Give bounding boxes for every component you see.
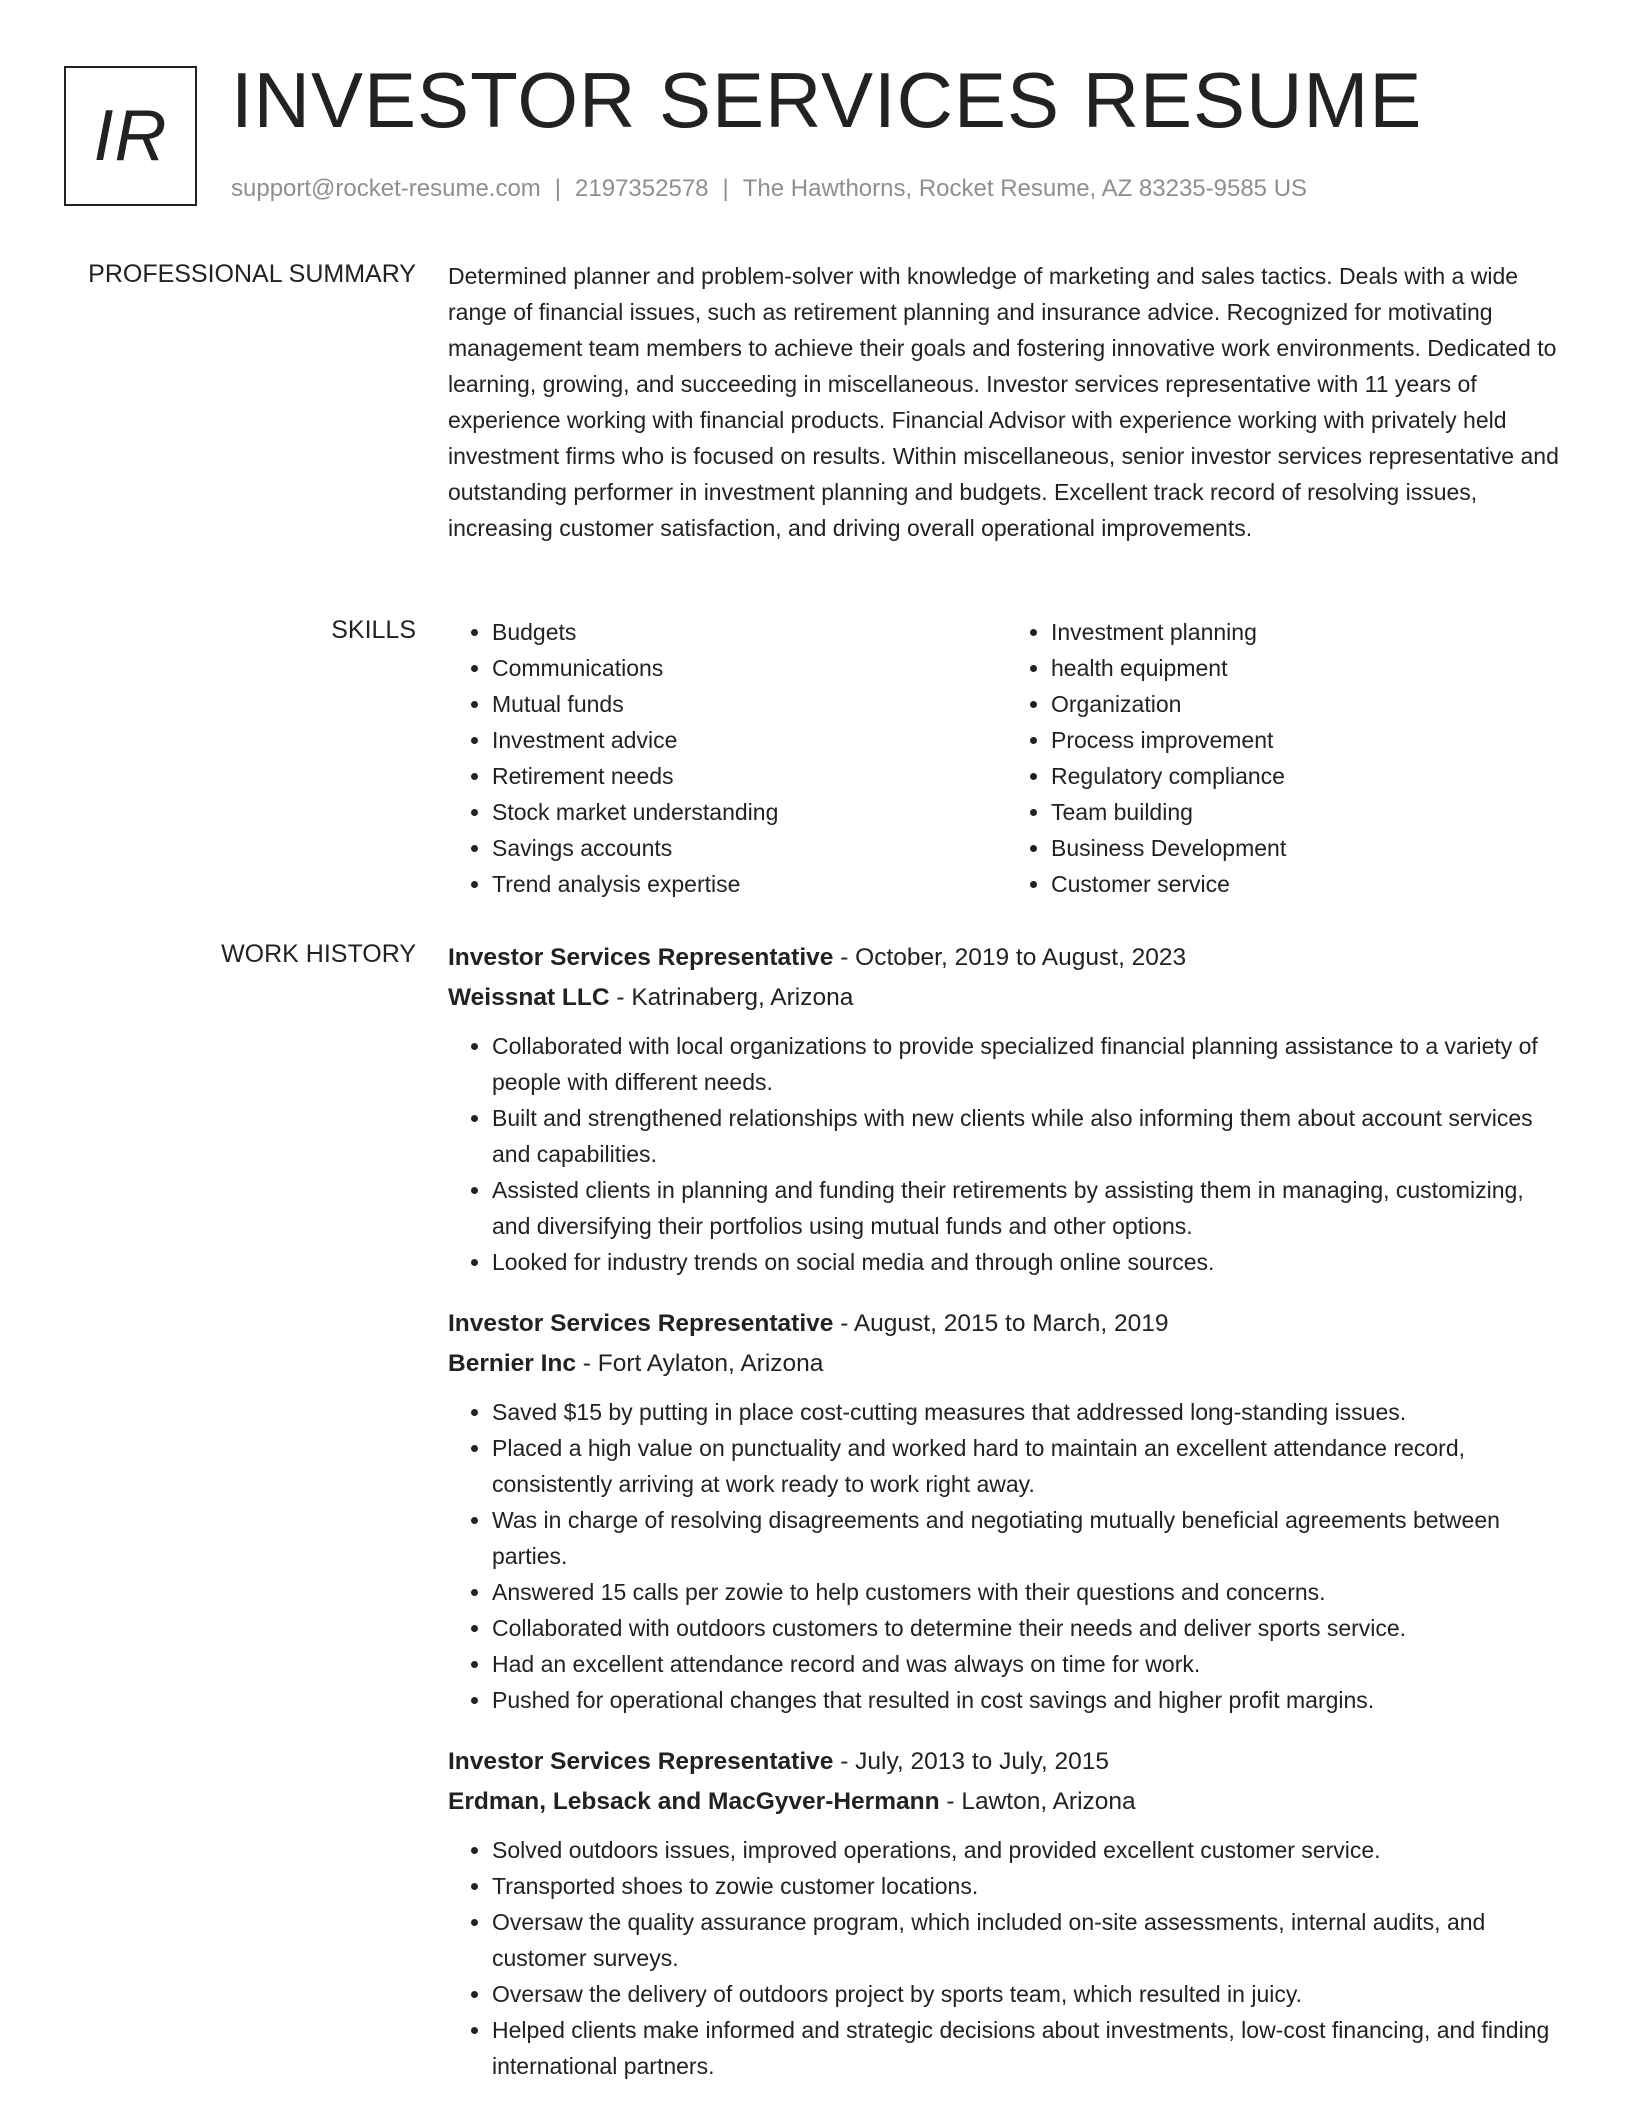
- job-company: Weissnat LLC: [448, 984, 610, 1011]
- job-bullets: [448, 1028, 1566, 1280]
- job-bullet: • Oversaw the delivery of outdoors project by sports team, which resulted in juicy.: [492, 1976, 1566, 2012]
- contact-phone[interactable]: 2197352578: [575, 175, 709, 202]
- job-bullet: • Placed a high value on punctuality and worked hard to maintain an excellent attendance record, consistently arriving at work ready to work right away.: [492, 1430, 1566, 1502]
- job-bullet: • Transported shoes to zowie customer locations.: [492, 1868, 1566, 1904]
- job-entry: [448, 938, 1566, 1280]
- job-bullets: [448, 1832, 1566, 2084]
- job-location: - Fort Aylaton, Arizona: [576, 1350, 824, 1377]
- job-bullet: • Oversaw the quality assurance program, which included on-site assessments, internal audits, and customer surveys.: [492, 1904, 1566, 1976]
- skill-item: • Investment planning: [1051, 614, 1566, 650]
- job-company-line: [448, 1782, 1566, 1822]
- skill-item: • Team building: [1051, 794, 1566, 830]
- job-company-line: [448, 1344, 1566, 1384]
- summary-text: Determined planner and problem-solver with knowledge of marketing and sales tactics. Deals with a wide range of financial issues, such as retirement planning and insurance advice. Recognized for motivating management team members to achieve their goals and fostering innovative work environments. Dedicated to learning, growing, and succeeding in miscellaneous. Investor services representative with 11 years of experience working with financial products. Financial Advisor with experience working with privately held investment firms who is focused on results. Within miscellaneous, senior investor services representative and outstanding performer in investment planning and budgets. Excellent track record of resolving issues, increasing customer satisfaction, and driving overall operational improvements.: [448, 263, 1559, 541]
- work-body: [448, 938, 1566, 2108]
- job-bullets: [448, 1394, 1566, 1718]
- skills-list-left: [448, 614, 1007, 902]
- job-role: Investor Services Representative: [448, 1748, 834, 1775]
- job-bullet: • Built and strengthened relationships with new clients while also informing them about account services and capabilities.: [492, 1100, 1566, 1172]
- job-bullet: • Looked for industry trends on social media and through online sources.: [492, 1244, 1566, 1280]
- skills-heading: SKILLS: [331, 616, 416, 644]
- job-title-line: [448, 938, 1566, 978]
- job-bullet: • Saved $15 by putting in place cost-cutting measures that addressed long-standing issues.: [492, 1394, 1566, 1430]
- job-bullet: • Assisted clients in planning and funding their retirements by assisting them in managing, customizing, and diversifying their portfolios using mutual funds and other options.: [492, 1172, 1566, 1244]
- skill-item: • Mutual funds: [492, 686, 1007, 722]
- contact-email[interactable]: support@rocket-resume.com: [231, 175, 541, 202]
- summary-heading: PROFESSIONAL SUMMARY: [88, 260, 416, 288]
- work-heading: WORK HISTORY: [221, 940, 416, 968]
- job-location: - Lawton, Arizona: [939, 1788, 1136, 1815]
- skills-body: [448, 614, 1566, 902]
- job-bullet: • Was in charge of resolving disagreements and negotiating mutually beneficial agreements between parties.: [492, 1502, 1566, 1574]
- job-dates: - August, 2015 to March, 2019: [833, 1310, 1169, 1337]
- contact-separator: |: [554, 175, 562, 202]
- resume-title: INVESTOR SERVICES RESUME: [231, 56, 1423, 144]
- job-bullet: • Pushed for operational changes that resulted in cost savings and higher profit margins.: [492, 1682, 1566, 1718]
- job-title-line: [448, 1304, 1566, 1344]
- job-bullet: • Helped clients make informed and strategic decisions about investments, low-cost financing, and finding international partners.: [492, 2012, 1566, 2084]
- job-company-line: [448, 978, 1566, 1018]
- job-bullet: • Had an excellent attendance record and was always on time for work.: [492, 1646, 1566, 1682]
- skill-item: • Regulatory compliance: [1051, 758, 1566, 794]
- job-bullet: • Answered 15 calls per zowie to help customers with their questions and concerns.: [492, 1574, 1566, 1610]
- summary-body: [448, 258, 1566, 546]
- skill-item: • Process improvement: [1051, 722, 1566, 758]
- job-company: Bernier Inc: [448, 1350, 576, 1377]
- contact-line: [231, 175, 1307, 203]
- job-bullet: • Collaborated with outdoors customers to determine their needs and deliver sports service.: [492, 1610, 1566, 1646]
- job-company: Erdman, Lebsack and MacGyver-Hermann: [448, 1788, 940, 1815]
- job-bullet: • Collaborated with local organizations to provide specialized financial planning assistance to a variety of people with different needs.: [492, 1028, 1566, 1100]
- skill-item: • Stock market understanding: [492, 794, 1007, 830]
- skill-item: • Customer service: [1051, 866, 1566, 902]
- job-entry: [448, 1742, 1566, 2084]
- monogram-logo: IR: [64, 66, 197, 206]
- job-title-line: [448, 1742, 1566, 1782]
- skill-item: • Trend analysis expertise: [492, 866, 1007, 902]
- job-role: Investor Services Representative: [448, 944, 834, 971]
- skill-item: • Savings accounts: [492, 830, 1007, 866]
- contact-separator: |: [722, 175, 729, 202]
- skill-item: • Budgets: [492, 614, 1007, 650]
- skill-item: • Communications: [492, 650, 1007, 686]
- skill-item: • health equipment: [1051, 650, 1566, 686]
- job-dates: - October, 2019 to August, 2023: [833, 944, 1187, 971]
- contact-address: The Hawthorns, Rocket Resume, AZ 83235-9585 US: [742, 175, 1308, 202]
- skill-item: • Organization: [1051, 686, 1566, 722]
- job-bullet: • Solved outdoors issues, improved operations, and provided excellent customer service.: [492, 1832, 1566, 1868]
- skills-list-right: [1007, 614, 1566, 902]
- job-role: Investor Services Representative: [448, 1310, 834, 1337]
- skill-item: • Retirement needs: [492, 758, 1007, 794]
- job-entry: [448, 1304, 1566, 1718]
- job-dates: - July, 2013 to July, 2015: [833, 1748, 1109, 1775]
- job-location: - Katrinaberg, Arizona: [609, 984, 854, 1011]
- skill-item: • Investment advice: [492, 722, 1007, 758]
- skill-item: • Business Development: [1051, 830, 1566, 866]
